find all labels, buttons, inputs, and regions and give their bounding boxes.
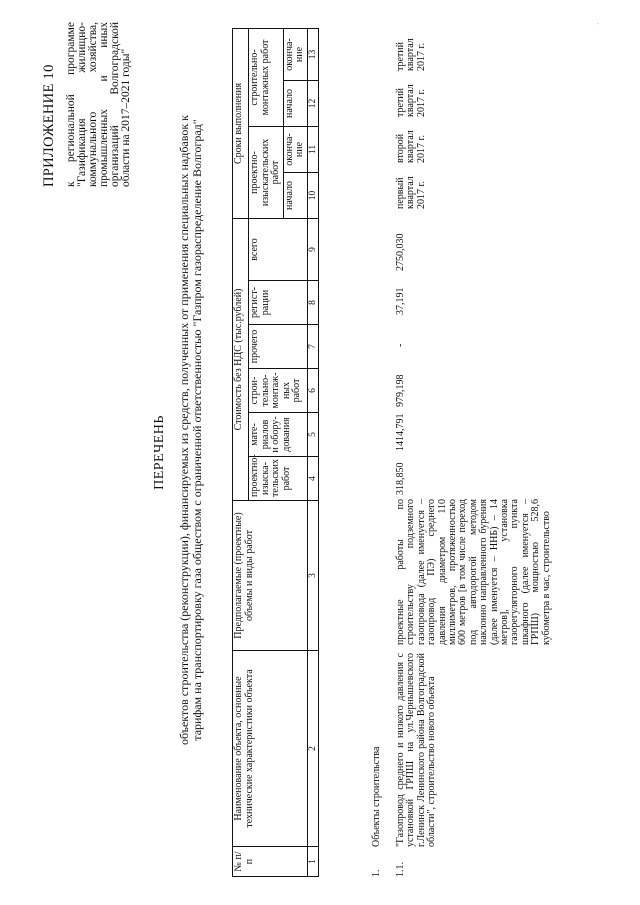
cost-design-header: проектно-изыска-тельских работ: [249, 457, 308, 501]
construction-end-value: третий квартал 2017 г.: [395, 38, 427, 71]
construction-end-header: оконча-ние: [283, 28, 307, 80]
cost-group-header: Стоимость без НДС (тыс.рублей): [233, 218, 249, 500]
cost-design-value: 318,850: [395, 462, 406, 495]
construction-start-header: начало: [283, 80, 307, 126]
appendix-subtitle: к региональной программе "Газификация жилищно-коммунального хозяйства, промышленных и иных организаций Волгоградской области на 2017–2021 годы": [65, 22, 132, 187]
construction-start-value: третий квартал 2017 г.: [395, 84, 427, 117]
column-number: 13: [307, 28, 319, 80]
cost-total-value: 2750,030: [395, 233, 406, 271]
design-end-header: оконча-ние: [283, 126, 307, 172]
column-number: 1: [307, 847, 319, 877]
section-number: 1.: [371, 869, 382, 877]
column-number: 5: [307, 413, 319, 457]
cost-materials-value: 1414,791: [395, 413, 406, 451]
column-number: 11: [307, 126, 319, 172]
section-title: Объекты строительства: [371, 746, 382, 847]
cost-construction-value: 979,198: [395, 374, 406, 407]
header-table: [232, 28, 319, 877]
column-number: 4: [307, 457, 319, 501]
cost-materials-header: мате-риалов и обору-дования: [249, 413, 308, 457]
object-name: "Газопровод среднего и низкого давления с установкой ГРПШ на ул.Чернышевского г.Ленинск Ленинского района Волгоградской области", строительство нового объекта: [395, 653, 438, 847]
column-number-row: [307, 28, 319, 876]
column-number: 2: [307, 651, 319, 847]
appendix-title: ПРИЛОЖЕНИЕ 10: [41, 64, 57, 187]
col-scope-header: Предполагаемые (проектные) объемы и виды работ: [233, 501, 308, 651]
column-number: 12: [307, 80, 319, 126]
document-subheading: объектов строительства (реконструкции), финансируемых из средств, полученных от применения специальных надбавок к тарифам на транспортировку газа обществом с ограниченной ответственностью "Газпром газораспределение Волгоград": [177, 114, 204, 746]
cost-total-header: всего: [249, 218, 308, 280]
col-name-header: Наименование объекта, основные технические характеристики объекта: [233, 651, 308, 847]
column-number: 8: [307, 281, 319, 325]
column-number: 6: [307, 369, 319, 413]
cost-construction-header: строи-тельно-монтаж-ных работ: [249, 369, 308, 413]
timing-construction-header: строительно-монтажных работ: [249, 28, 284, 126]
col-num-header: № п/п: [233, 847, 308, 877]
row-number: 1.1.: [395, 862, 406, 877]
document-heading: ПЕРЕЧЕНЬ: [152, 415, 167, 490]
cost-other-value: -: [395, 343, 406, 347]
column-number: 7: [307, 325, 319, 369]
margin-mark: ·: [594, 22, 603, 25]
timing-design-header: проектно-изыскательских работ: [249, 126, 284, 218]
cost-other-header: прочего: [249, 325, 308, 369]
cost-registration-header: регист-рации: [249, 281, 308, 325]
timing-group-header: Сроки выполнения: [233, 28, 249, 218]
column-number: 10: [307, 172, 319, 218]
column-number: 3: [307, 501, 319, 651]
work-scope: проектные работы по строительству подземного газопровода (далее именуется – газопровод ПЭ) среднего давления диаметром 110 миллиметров, протяженностью 600 метров [в том числе переход под автодорогой методом наклонно направленного бурения (далее именуется – ННБ) – 14 метров], установка газорегуляторного пункта шкафного (далее именуется – ГРПШ) мощностью 528,6 кубометра в час, строительство: [395, 499, 552, 645]
column-number: 9: [307, 218, 319, 280]
cost-registration-value: 37,191: [395, 287, 406, 315]
design-start-value: первый квартал 2017 г.: [395, 176, 427, 209]
design-start-header: начало: [283, 172, 307, 218]
design-end-value: второй квартал 2017 г.: [395, 130, 427, 163]
